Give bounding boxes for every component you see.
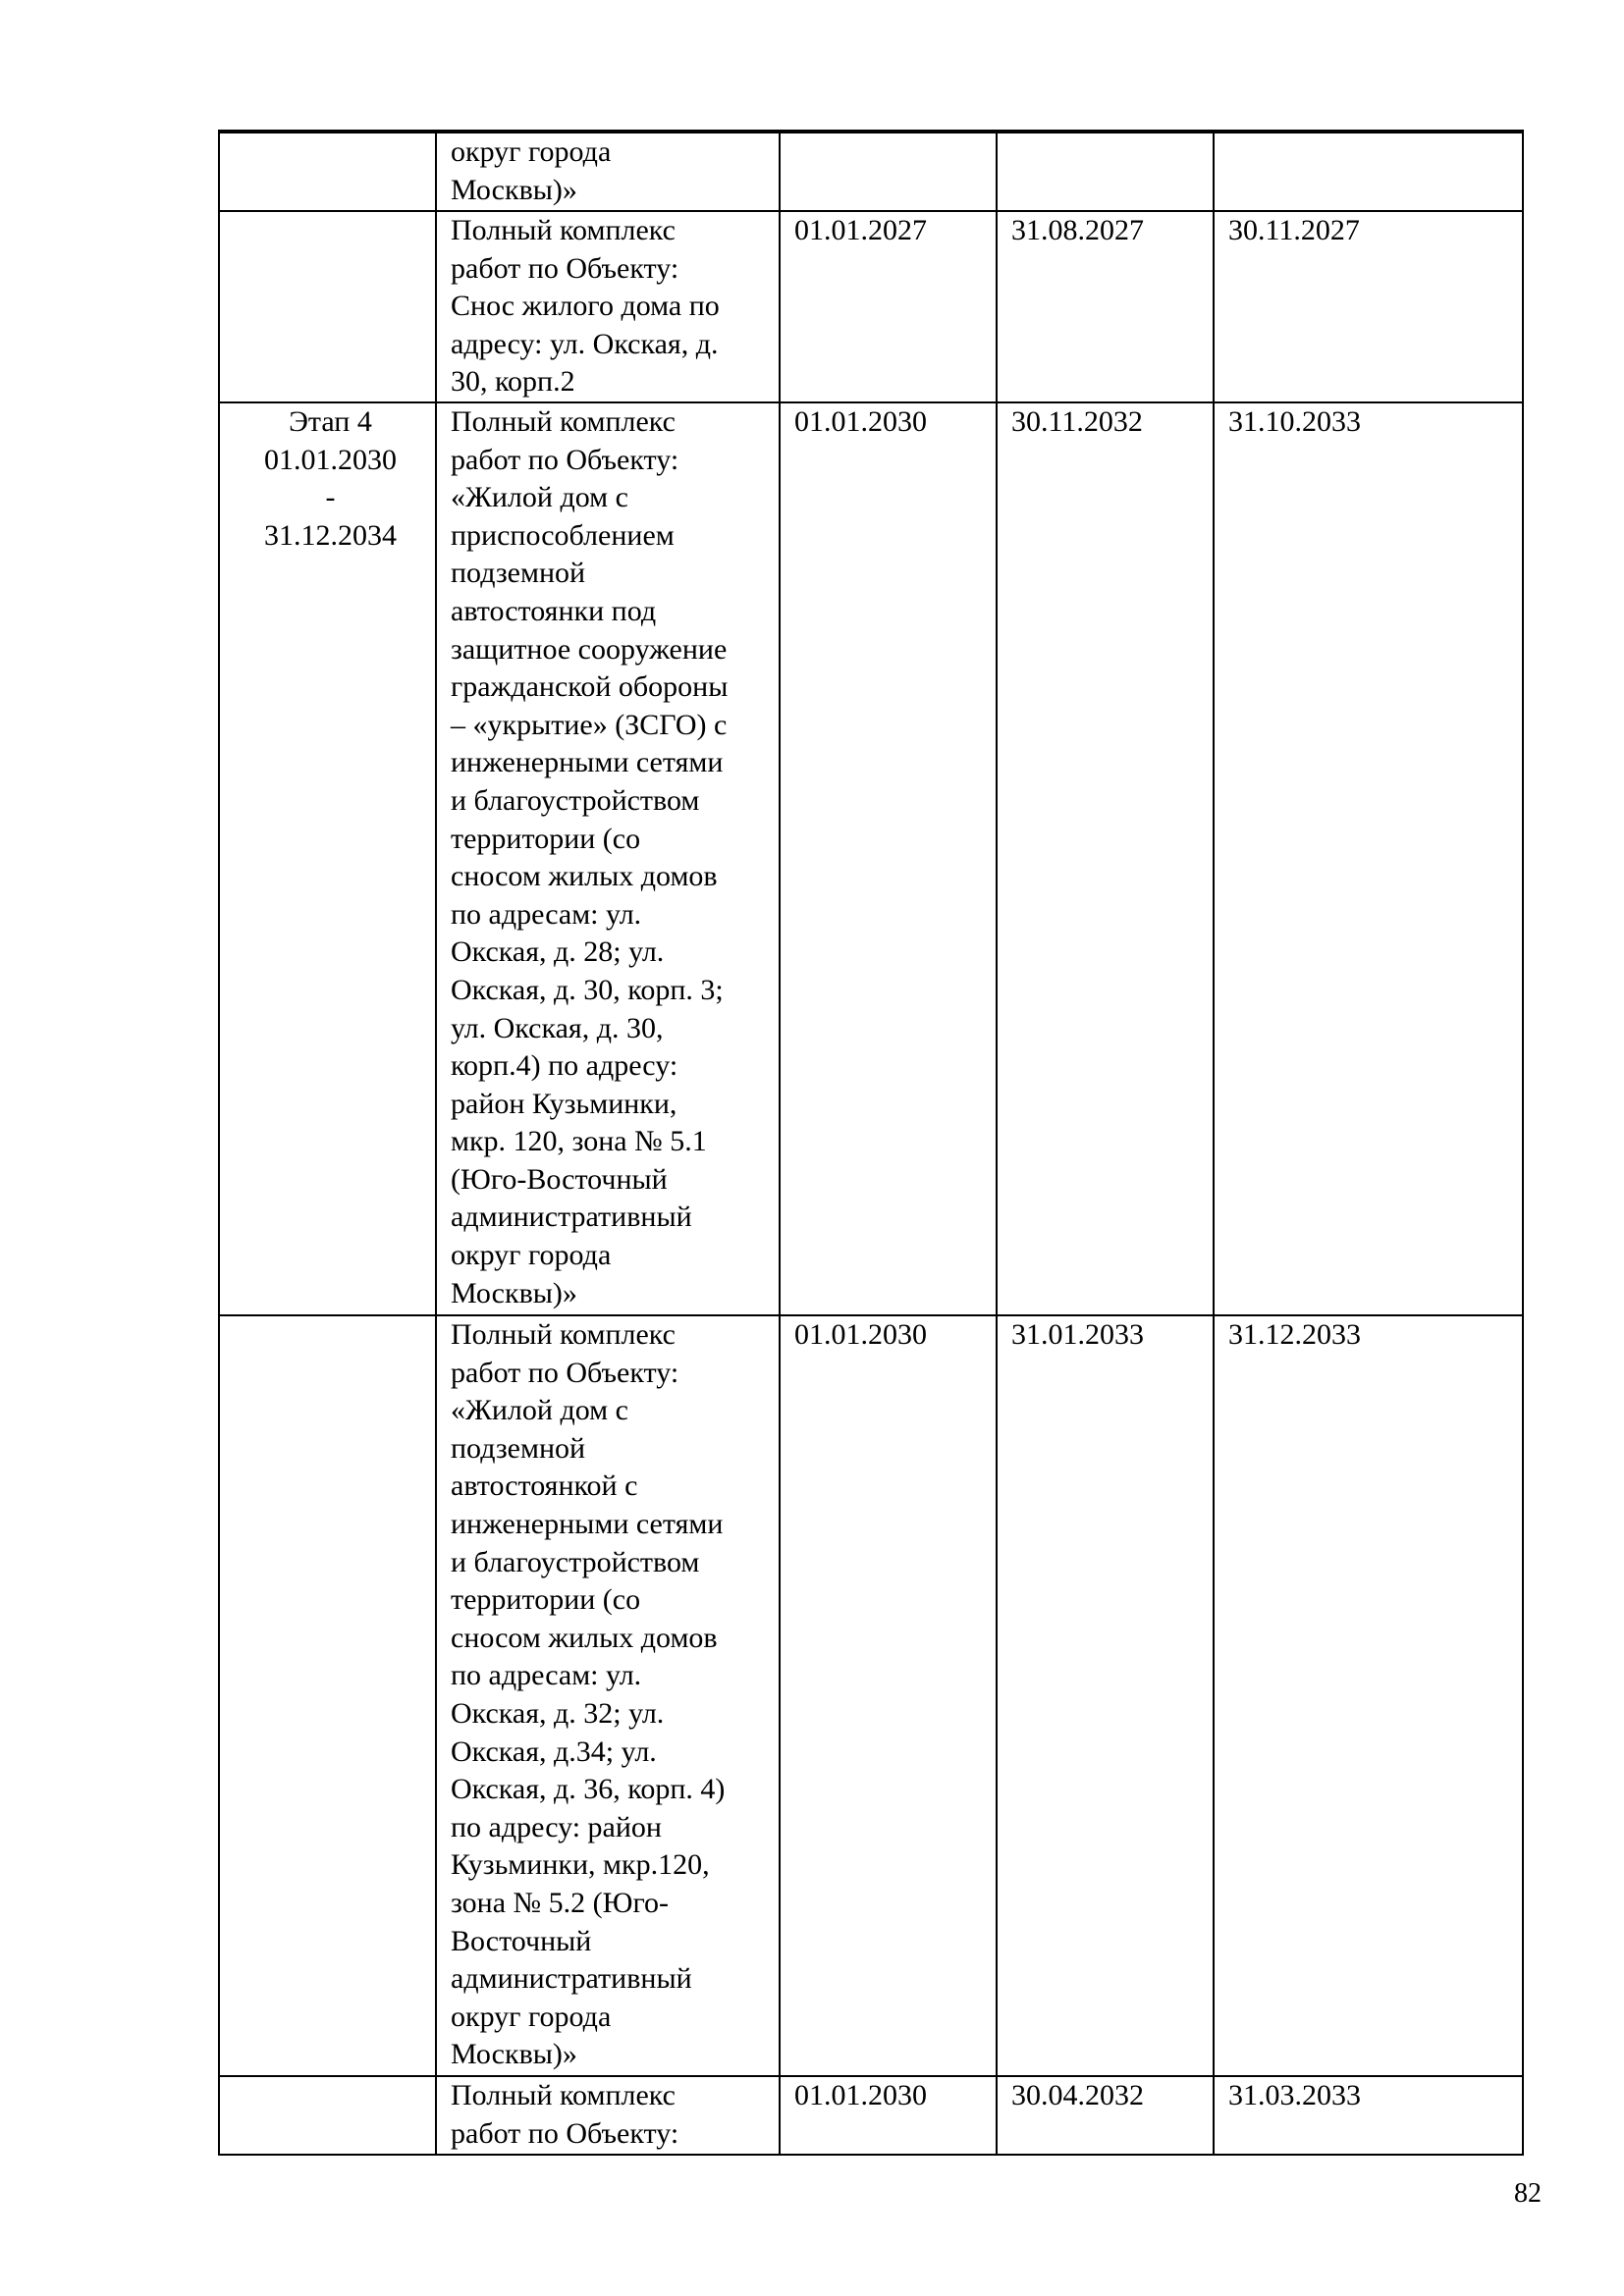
deadline-date-cell: 31.10.2033 [1214,402,1523,1315]
schedule-table [218,130,1524,2156]
start-date-cell: 01.01.2030 [780,2076,997,2155]
start-date-cell [780,132,997,211]
end-date-cell: 31.08.2027 [997,211,1214,402]
stage-cell [219,132,436,211]
deadline-date-cell: 31.03.2033 [1214,2076,1523,2155]
stage-cell [219,211,436,402]
table-row [219,211,1523,402]
deadline-date-cell [1214,132,1523,211]
description-cell: Полный комплекс работ по Объекту: «Жилой дом с подземной автостоянкой с инженерными сетями и благоустройством территории (со сносом жилых домов по адресам: ул. Окская, д. 32; ул. Окская, д.34; ул. Окская, д. 36, корп. 4) по адресу: район Кузьминки, мкр.120, зона № 5.2 (Юго- Восточный административный округ города Москвы)» [436,1315,780,2076]
deadline-date-cell: 31.12.2033 [1214,1315,1523,2076]
table-row [219,2076,1523,2155]
description-cell: Полный комплекс работ по Объекту: «Жилой дом с приспособлением подземной автостоянки под защитное сооружение гражданской обороны – «укрытие» (ЗСГО) с инженерными сетями и благоустройством территории (со сносом жилых домов по адресам: ул. Окская, д. 28; ул. Окская, д. 30, корп. 3; ул. Окская, д. 30, корп.4) по адресу: район Кузьминки, мкр. 120, зона № 5.1 (Юго-Восточный административный округ города Москвы)» [436,402,780,1315]
end-date-cell: 30.11.2032 [997,402,1214,1315]
end-date-cell [997,132,1214,211]
stage-cell: Этап 4 01.01.2030 - 31.12.2034 [219,402,436,1315]
start-date-cell: 01.01.2027 [780,211,997,402]
end-date-cell: 31.01.2033 [997,1315,1214,2076]
description-cell: округ города Москвы)» [436,132,780,211]
stage-cell [219,2076,436,2155]
table-row [219,402,1523,1315]
table-row [219,132,1523,211]
page-number: 82 [1514,2178,1542,2209]
stage-cell [219,1315,436,2076]
deadline-date-cell: 30.11.2027 [1214,211,1523,402]
end-date-cell: 30.04.2032 [997,2076,1214,2155]
description-cell: Полный комплекс работ по Объекту: Снос жилого дома по адресу: ул. Окская, д. 30, корп.2 [436,211,780,402]
start-date-cell: 01.01.2030 [780,402,997,1315]
table-row [219,1315,1523,2076]
start-date-cell: 01.01.2030 [780,1315,997,2076]
description-cell: Полный комплекс работ по Объекту: [436,2076,780,2155]
